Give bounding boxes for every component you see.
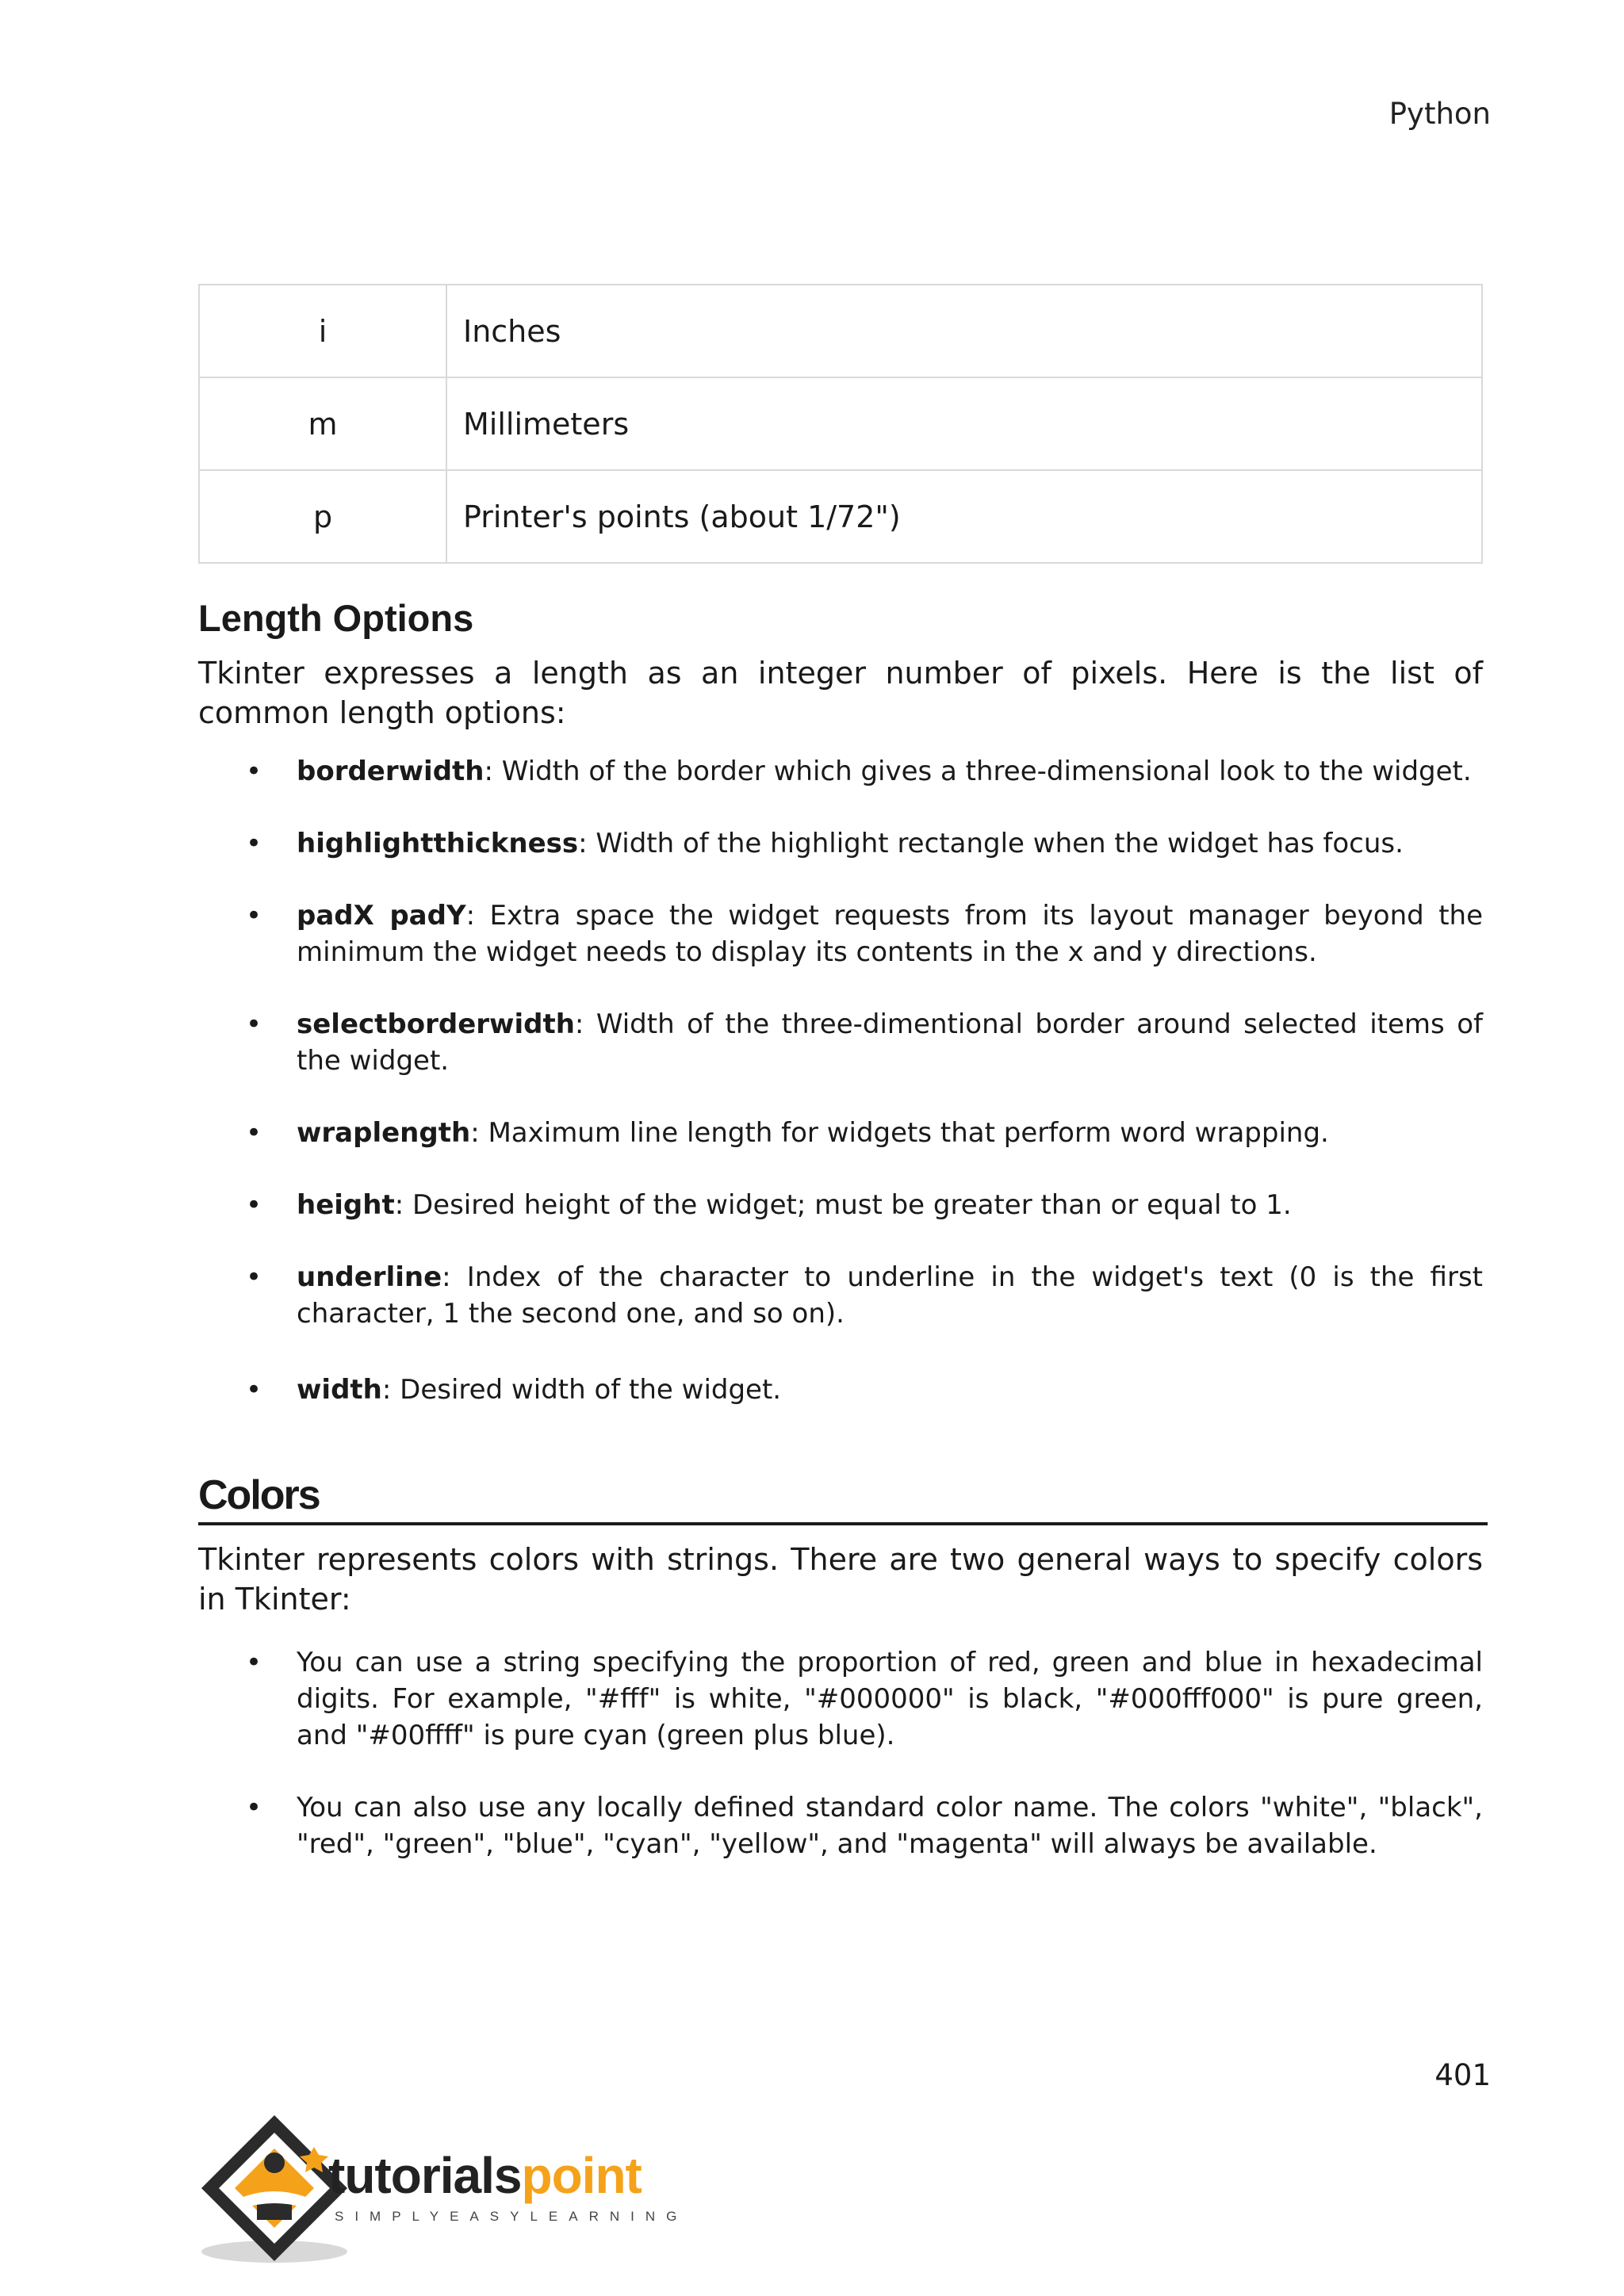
logo-wordmark: tutorialspoint [328, 2147, 642, 2204]
list-item [198, 753, 1483, 790]
unit-code: i [199, 285, 446, 377]
option-text: : Desired width of the widget. [381, 1374, 782, 1406]
units-table [198, 284, 1483, 564]
length-options-list [198, 753, 1483, 1408]
option-text: : Width of the border which gives a three-dimensional look to the widget. [484, 756, 1472, 787]
option-term: borderwidth [297, 756, 485, 787]
option-term: padX padY [297, 900, 466, 932]
color-item-text: You can use a string specifying the proportion of red, green and blue in hexadecimal digits. For example, "#fff" is white, "#000000" is black, "#000fff000" is pure green, and "#00ffff" is pure cyan (green plus blue). [297, 1647, 1483, 1751]
length-options-heading: Length Options [198, 597, 474, 639]
option-text: : Maximum line length for widgets that perform word wrapping. [470, 1117, 1329, 1149]
unit-code: p [199, 470, 446, 563]
unit-description: Inches [446, 285, 1482, 377]
list-item [198, 1259, 1483, 1332]
colors-heading: Colors [198, 1471, 1488, 1525]
list-item [198, 1115, 1483, 1151]
colors-list [198, 1644, 1483, 1862]
table-row [199, 470, 1482, 563]
list-item [198, 897, 1483, 970]
option-text: : Desired height of the widget; must be greater than or equal to 1. [394, 1189, 1292, 1221]
list-item [198, 825, 1483, 862]
option-term: wraplength [297, 1117, 471, 1149]
page-number: 401 [1434, 2058, 1491, 2092]
option-term: highlightthickness [297, 828, 579, 859]
color-item-text: You can also use any locally defined standard color name. The colors "white", "black", "red", "green", "blue", "cyan", "yellow", and "magenta" will always be available. [297, 1792, 1483, 1860]
option-term: underline [297, 1261, 442, 1293]
option-text: : Width of the three-dimentional border around selected items of the widget. [297, 1008, 1483, 1077]
list-item [198, 1644, 1483, 1754]
colors-intro: Tkinter represents colors with strings. There are two general ways to specify colors in Tkinter: [198, 1542, 1483, 1617]
logo-tagline: SIMPLYEASYLEARNING [335, 2209, 688, 2224]
option-text: : Index of the character to underline in the widget's text (0 is the first character, 1 the second one, and so on). [297, 1261, 1483, 1330]
tutorialspoint-logo [195, 2109, 687, 2267]
option-text: : Width of the highlight rectangle when the widget has focus. [578, 828, 1404, 859]
length-options-intro: Tkinter expresses a length as an integer number of pixels. Here is the list of common length options: [198, 656, 1483, 730]
running-header: Python [1388, 97, 1491, 131]
unit-description: Millimeters [446, 377, 1482, 470]
list-item [198, 1187, 1483, 1223]
list-item [198, 1789, 1483, 1862]
option-term: width [297, 1374, 382, 1406]
option-term: selectborderwidth [297, 1008, 575, 1040]
unit-code: m [199, 377, 446, 470]
table-row [199, 377, 1482, 470]
option-term: height [297, 1189, 395, 1221]
unit-description: Printer's points (about 1/72") [446, 470, 1482, 563]
list-item [198, 1372, 1483, 1408]
option-text: : Extra space the widget requests from its layout manager beyond the minimum the widget needs to display its contents in the x and y directions. [297, 900, 1483, 968]
table-row [199, 285, 1482, 377]
list-item [198, 1006, 1483, 1079]
